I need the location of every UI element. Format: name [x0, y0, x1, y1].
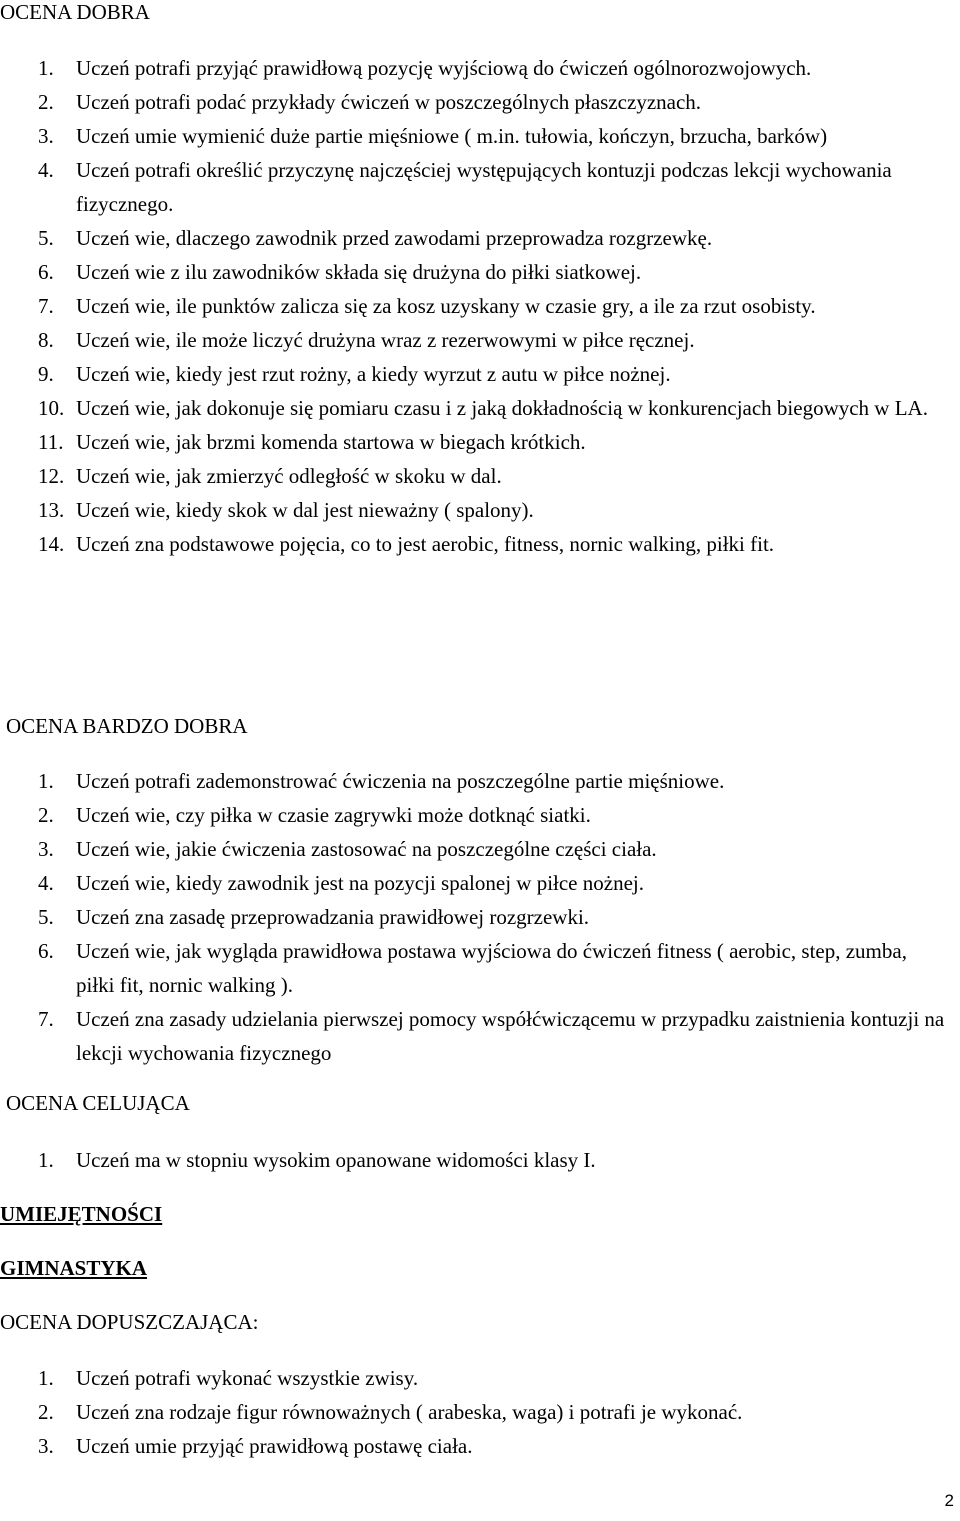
item-text: Uczeń wie, dlaczego zawodnik przed zawodami przeprowadza rozgrzewkę. — [76, 226, 713, 250]
item-number: 5. — [38, 905, 54, 929]
section-title-ocena-dopuszczajaca: OCENA DOPUSZCZAJĄCA: — [0, 1310, 259, 1334]
item-text: Uczeń potrafi określić przyczynę najczęściej występujących kontuzji podczas lekcji wychowania fizycznego. — [76, 158, 892, 216]
list-ocena-bardzo-dobra — [0, 764, 960, 1070]
item-text: Uczeń wie, kiedy skok w dal jest nieważny ( spalony). — [76, 498, 534, 522]
item-text: Uczeń umie wymienić duże partie mięśniowe ( m.in. tułowia, kończyn, brzucha, barków) — [76, 124, 828, 148]
item-number: 1. — [38, 769, 54, 793]
item-number: 1. — [38, 1148, 54, 1172]
item-text: Uczeń wie, czy piłka w czasie zagrywki może dotknąć siatki. — [76, 803, 591, 827]
list-ocena-dobra — [0, 51, 960, 561]
item-text: Uczeń ma w stopniu wysokim opanowane widomości klasy I. — [76, 1148, 596, 1172]
list-item — [0, 1143, 960, 1177]
item-text: Uczeń wie, kiedy jest rzut rożny, a kiedy wyrzut z autu w piłce nożnej. — [76, 362, 671, 386]
section-title-ocena-bardzo-dobra: OCENA BARDZO DOBRA — [6, 714, 248, 738]
list-item — [0, 357, 960, 391]
list-item — [0, 221, 960, 255]
item-number: 14. — [38, 532, 65, 556]
list-item — [0, 934, 960, 1002]
item-text: Uczeń potrafi zademonstrować ćwiczenia na poszczególne partie mięśniowe. — [76, 769, 725, 793]
list-item — [0, 493, 960, 527]
list-item — [0, 1395, 960, 1429]
list-item — [0, 1361, 960, 1395]
list-item — [0, 119, 960, 153]
list-item — [0, 764, 960, 798]
list-item — [0, 1429, 960, 1463]
item-text: Uczeń potrafi wykonać wszystkie zwisy. — [76, 1366, 419, 1390]
list-item — [0, 866, 960, 900]
item-number: 6. — [38, 260, 54, 284]
item-number: 2. — [38, 803, 54, 827]
item-text: Uczeń umie przyjąć prawidłową postawę ciała. — [76, 1434, 473, 1458]
item-text: Uczeń wie, jak dokonuje się pomiaru czasu i z jaką dokładnością w konkurencjach biegowych w LA. — [76, 396, 928, 420]
list-ocena-dopuszczajaca — [0, 1361, 960, 1463]
page-number: 2 — [944, 1491, 954, 1510]
item-number: 7. — [38, 1007, 54, 1031]
gymnastics-heading: GIMNASTYKA — [0, 1256, 148, 1280]
list-item — [0, 51, 960, 85]
item-number: 8. — [38, 328, 54, 352]
list-item — [0, 153, 960, 221]
item-number: 2. — [38, 1400, 54, 1424]
item-text: Uczeń wie, kiedy zawodnik jest na pozycji spalonej w piłce nożnej. — [76, 871, 644, 895]
list-item — [0, 255, 960, 289]
item-number: 4. — [38, 871, 54, 895]
list-item — [0, 832, 960, 866]
item-text: Uczeń zna zasady udzielania pierwszej pomocy współćwiczącemu w przypadku zaistnienia kontuzji na lekcji wychowania fizycznego — [76, 1007, 945, 1065]
item-text: Uczeń wie, jakie ćwiczenia zastosować na poszczególne części ciała. — [76, 837, 657, 861]
list-item — [0, 1002, 960, 1070]
section-title-ocena-dobra: OCENA DOBRA — [0, 0, 150, 24]
list-item — [0, 527, 960, 561]
item-number: 11. — [38, 430, 64, 454]
item-number: 1. — [38, 56, 54, 80]
item-number: 4. — [38, 158, 54, 182]
item-number: 6. — [38, 939, 54, 963]
item-text: Uczeń wie, jak zmierzyć odległość w skoku w dal. — [76, 464, 502, 488]
item-number: 9. — [38, 362, 54, 386]
item-text: Uczeń wie, jak brzmi komenda startowa w biegach krótkich. — [76, 430, 586, 454]
item-number: 13. — [38, 498, 65, 522]
item-number: 3. — [38, 1434, 54, 1458]
item-text: Uczeń zna zasadę przeprowadzania prawidłowej rozgrzewki. — [76, 905, 590, 929]
item-text: Uczeń wie, ile punktów zalicza się za kosz uzyskany w czasie gry, a ile za rzut osobisty. — [76, 294, 816, 318]
item-number: 12. — [38, 464, 65, 488]
list-ocena-celujaca — [0, 1143, 960, 1177]
item-text: Uczeń zna rodzaje figur równoważnych ( arabeska, waga) i potrafi je wykonać. — [76, 1400, 743, 1424]
skills-heading: UMIEJĘTNOŚCI — [0, 1202, 163, 1226]
list-item — [0, 459, 960, 493]
item-number: 3. — [38, 837, 54, 861]
item-number: 2. — [38, 90, 54, 114]
item-number: 7. — [38, 294, 54, 318]
item-text: Uczeń zna podstawowe pojęcia, co to jest aerobic, fitness, nornic walking, piłki fit. — [76, 532, 775, 556]
list-item — [0, 85, 960, 119]
list-item — [0, 391, 960, 425]
item-text: Uczeń wie, ile może liczyć drużyna wraz z rezerwowymi w piłce ręcznej. — [76, 328, 695, 352]
section-title-ocena-celujaca: OCENA CELUJĄCA — [6, 1091, 190, 1115]
list-item — [0, 289, 960, 323]
item-number: 10. — [38, 396, 65, 420]
item-number: 1. — [38, 1366, 54, 1390]
list-item — [0, 425, 960, 459]
list-item — [0, 798, 960, 832]
item-number: 5. — [38, 226, 54, 250]
item-number: 3. — [38, 124, 54, 148]
item-text: Uczeń potrafi podać przykłady ćwiczeń w poszczególnych płaszczyznach. — [76, 90, 702, 114]
item-text: Uczeń potrafi przyjąć prawidłową pozycję wyjściową do ćwiczeń ogólnorozwojowych. — [76, 56, 812, 80]
item-text: Uczeń wie z ilu zawodników składa się drużyna do piłki siatkowej. — [76, 260, 642, 284]
list-item — [0, 900, 960, 934]
list-item — [0, 323, 960, 357]
item-text: Uczeń wie, jak wygląda prawidłowa postawa wyjściowa do ćwiczeń fitness ( aerobic, step, zumba, piłki fit, nornic walking ). — [76, 939, 907, 997]
